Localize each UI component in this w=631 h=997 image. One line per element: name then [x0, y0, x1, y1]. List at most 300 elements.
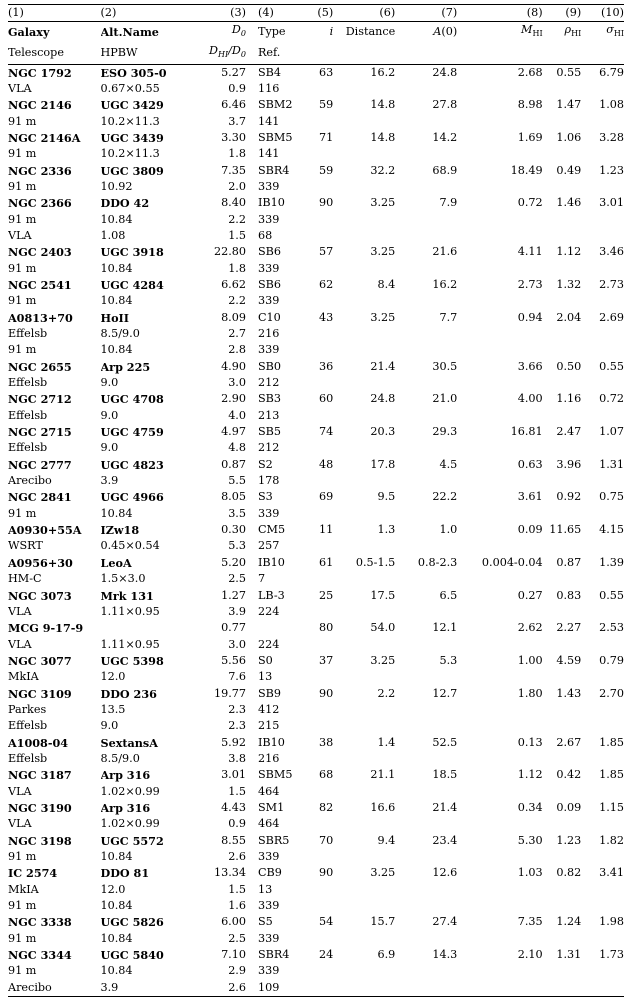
- table-cell: 257: [254, 538, 307, 554]
- table-cell: 1.08: [101, 228, 175, 244]
- table-cell: 3.8: [175, 751, 254, 767]
- table-cell: [395, 604, 457, 620]
- table-cell: 339: [254, 506, 307, 522]
- table-cell: 1.02×0.99: [101, 816, 175, 832]
- table-cell: 8.09: [175, 310, 254, 326]
- table-cell: 178: [254, 473, 307, 489]
- table-cell: 5.30: [457, 833, 542, 849]
- table-cell: 5.92: [175, 735, 254, 751]
- table-cell: [543, 146, 582, 162]
- table-cell: [581, 408, 624, 424]
- table-cell: [543, 882, 582, 898]
- table-cell: [254, 620, 307, 636]
- table-cell: 2.5: [175, 931, 254, 947]
- table-cell: Parkes: [8, 702, 101, 718]
- table-cell: 0.50: [543, 359, 582, 375]
- table-cell: [395, 228, 457, 244]
- table-cell: 16.2: [333, 65, 395, 81]
- galaxy-row: [8, 833, 624, 849]
- table-cell: [307, 114, 333, 130]
- table-cell: Arp 225: [101, 359, 175, 375]
- table-cell: 4.15: [581, 522, 624, 538]
- table-cell: [581, 538, 624, 554]
- table-cell: [395, 718, 457, 734]
- table-cell: [581, 506, 624, 522]
- table-cell: 68.9: [395, 163, 457, 179]
- table-cell: 9.0: [101, 718, 175, 734]
- table-cell: 2.53: [581, 620, 624, 636]
- table-cell: [307, 571, 333, 587]
- table-cell: [581, 898, 624, 914]
- table-cell: 20.3: [333, 424, 395, 440]
- telescope-row: [8, 293, 624, 309]
- table-cell: 1.27: [175, 588, 254, 604]
- table-cell: UGC 4708: [101, 391, 175, 407]
- colnum-1: (1): [8, 5, 101, 22]
- table-cell: [457, 882, 542, 898]
- table-cell: [395, 669, 457, 685]
- table-cell: SB5: [254, 424, 307, 440]
- table-cell: 0.67×0.55: [101, 81, 175, 97]
- colnum-3: (3): [175, 5, 254, 22]
- table-cell: [333, 882, 395, 898]
- table-cell: [307, 179, 333, 195]
- header-telescope: Telescope: [8, 43, 101, 64]
- table-cell: [395, 326, 457, 342]
- table-cell: 17.8: [333, 457, 395, 473]
- table-cell: [333, 146, 395, 162]
- table-cell: [307, 963, 333, 979]
- table-cell: 10.2×11.3: [101, 114, 175, 130]
- table-cell: [543, 408, 582, 424]
- table-cell: [543, 375, 582, 391]
- table-cell: [581, 963, 624, 979]
- table-cell: 7.35: [457, 914, 542, 930]
- table-cell: DDO 81: [101, 865, 175, 881]
- table-cell: [333, 261, 395, 277]
- table-cell: Effelsb: [8, 375, 101, 391]
- table-cell: 90: [307, 195, 333, 211]
- table-cell: 0.83: [543, 588, 582, 604]
- table-cell: 1.5×3.0: [101, 571, 175, 587]
- galaxy-row: [8, 588, 624, 604]
- table-cell: 2.9: [175, 963, 254, 979]
- table-cell: 3.46: [581, 244, 624, 260]
- table-cell: A0956+30: [8, 555, 101, 571]
- header-mhi: $M_{HI}$: [457, 22, 542, 43]
- table-cell: [333, 538, 395, 554]
- table-cell: [333, 571, 395, 587]
- table-cell: 8.55: [175, 833, 254, 849]
- table-cell: [307, 261, 333, 277]
- table-cell: NGC 3109: [8, 686, 101, 702]
- telescope-row: [8, 375, 624, 391]
- table-cell: 6.46: [175, 97, 254, 113]
- table-cell: 2.47: [543, 424, 582, 440]
- table-cell: 339: [254, 849, 307, 865]
- table-cell: 1.07: [581, 424, 624, 440]
- table-cell: [333, 81, 395, 97]
- table-cell: 6.62: [175, 277, 254, 293]
- telescope-row: [8, 882, 624, 898]
- table-cell: 2.73: [457, 277, 542, 293]
- table-cell: [395, 440, 457, 456]
- table-cell: [307, 718, 333, 734]
- telescope-row: [8, 784, 624, 800]
- table-cell: 7.10: [175, 947, 254, 963]
- header-rhohi: $\rho_{HI}$: [543, 22, 582, 43]
- table-cell: [581, 179, 624, 195]
- telescope-row: [8, 538, 624, 554]
- table-cell: [543, 898, 582, 914]
- table-cell: 8.40: [175, 195, 254, 211]
- table-cell: 3.5: [175, 506, 254, 522]
- table-cell: 2.69: [581, 310, 624, 326]
- table-cell: [457, 931, 542, 947]
- table-cell: 69: [307, 489, 333, 505]
- header-galaxy: Galaxy: [8, 22, 101, 43]
- table-cell: 2.5: [175, 571, 254, 587]
- table-cell: 1.85: [581, 735, 624, 751]
- table-cell: 2.27: [543, 620, 582, 636]
- table-cell: 1.3: [333, 522, 395, 538]
- telescope-row: [8, 146, 624, 162]
- galaxy-row: [8, 947, 624, 963]
- table-cell: 7: [254, 571, 307, 587]
- table-cell: [543, 931, 582, 947]
- table-cell: 12.1: [395, 620, 457, 636]
- header-alt-name: Alt.Name: [101, 22, 175, 43]
- table-cell: [333, 816, 395, 832]
- table-cell: 8.4: [333, 277, 395, 293]
- table-cell: 15.7: [333, 914, 395, 930]
- telescope-row: [8, 702, 624, 718]
- telescope-row: [8, 571, 624, 587]
- table-cell: 48: [307, 457, 333, 473]
- table-cell: IB10: [254, 195, 307, 211]
- table-cell: [333, 702, 395, 718]
- table-cell: 1.6: [175, 898, 254, 914]
- table-cell: 0.72: [457, 195, 542, 211]
- table-cell: 29.3: [395, 424, 457, 440]
- table-cell: [307, 228, 333, 244]
- table-cell: [307, 326, 333, 342]
- table-cell: UGC 3439: [101, 130, 175, 146]
- colnum-5: (5): [307, 5, 333, 22]
- table-cell: 0.8-2.3: [395, 555, 457, 571]
- colnum-7: (7): [395, 5, 457, 22]
- table-cell: NGC 2146A: [8, 130, 101, 146]
- table-cell: 6.79: [581, 65, 624, 81]
- table-cell: 0.42: [543, 767, 582, 783]
- table-cell: [543, 538, 582, 554]
- table-cell: [307, 898, 333, 914]
- table-cell: VLA: [8, 81, 101, 97]
- table-cell: 2.10: [457, 947, 542, 963]
- table-cell: 80: [307, 620, 333, 636]
- table-cell: 3.41: [581, 865, 624, 881]
- table-cell: MkIA: [8, 882, 101, 898]
- table-cell: [457, 816, 542, 832]
- table-cell: SBR4: [254, 947, 307, 963]
- table-cell: 3.0: [175, 375, 254, 391]
- telescope-row: [8, 980, 624, 997]
- table-cell: NGC 2841: [8, 489, 101, 505]
- table-cell: Arecibo: [8, 473, 101, 489]
- table-cell: 1.5: [175, 784, 254, 800]
- table-cell: 0.82: [543, 865, 582, 881]
- table-cell: [457, 751, 542, 767]
- telescope-row: [8, 669, 624, 685]
- table-cell: [581, 342, 624, 358]
- table-cell: 212: [254, 375, 307, 391]
- table-cell: [395, 506, 457, 522]
- table-cell: 3.9: [101, 473, 175, 489]
- table-cell: 6.9: [333, 947, 395, 963]
- table-cell: [457, 326, 542, 342]
- table-cell: [457, 506, 542, 522]
- table-cell: 2.3: [175, 718, 254, 734]
- table-cell: [543, 604, 582, 620]
- table-cell: 2.2: [333, 686, 395, 702]
- table-cell: [457, 212, 542, 228]
- table-cell: [457, 849, 542, 865]
- table-cell: 3.25: [333, 310, 395, 326]
- table-cell: [457, 898, 542, 914]
- table-cell: 1.98: [581, 914, 624, 930]
- table-cell: 4.00: [457, 391, 542, 407]
- table-cell: [307, 473, 333, 489]
- table-cell: 1.8: [175, 146, 254, 162]
- table-cell: 4.5: [395, 457, 457, 473]
- table-cell: 21.4: [333, 359, 395, 375]
- table-cell: 14.8: [333, 97, 395, 113]
- table-cell: NGC 2403: [8, 244, 101, 260]
- table-cell: [543, 718, 582, 734]
- table-cell: 2.62: [457, 620, 542, 636]
- table-cell: SBM5: [254, 130, 307, 146]
- table-cell: 339: [254, 342, 307, 358]
- table-cell: [457, 784, 542, 800]
- table-cell: 38: [307, 735, 333, 751]
- table-cell: 0.75: [581, 489, 624, 505]
- table-cell: Arp 316: [101, 800, 175, 816]
- table-cell: 27.4: [395, 914, 457, 930]
- table-cell: 91 m: [8, 931, 101, 947]
- table-cell: [581, 440, 624, 456]
- table-cell: 14.2: [395, 130, 457, 146]
- galaxy-row: [8, 489, 624, 505]
- table-cell: UGC 5840: [101, 947, 175, 963]
- telescope-row: [8, 261, 624, 277]
- table-cell: [395, 963, 457, 979]
- table-cell: 3.28: [581, 130, 624, 146]
- table-cell: [395, 751, 457, 767]
- table-cell: 10.84: [101, 261, 175, 277]
- table-cell: 216: [254, 326, 307, 342]
- header-hpbw: HPBW: [101, 43, 175, 64]
- table-cell: 213: [254, 408, 307, 424]
- table-cell: UGC 3429: [101, 97, 175, 113]
- table-cell: 9.4: [333, 833, 395, 849]
- table-cell: 1.85: [581, 767, 624, 783]
- table-cell: 109: [254, 980, 307, 997]
- table-cell: 2.0: [175, 179, 254, 195]
- table-cell: [333, 293, 395, 309]
- table-cell: 0.55: [581, 359, 624, 375]
- table-cell: S3: [254, 489, 307, 505]
- table-cell: 0.94: [457, 310, 542, 326]
- table-cell: [457, 440, 542, 456]
- table-cell: DDO 42: [101, 195, 175, 211]
- table-cell: [333, 963, 395, 979]
- galaxy-row: [8, 424, 624, 440]
- table-cell: Mrk 131: [101, 588, 175, 604]
- table-cell: 32.2: [333, 163, 395, 179]
- table-cell: 3.25: [333, 865, 395, 881]
- table-cell: 8.5/9.0: [101, 751, 175, 767]
- table-cell: Effelsb: [8, 718, 101, 734]
- table-cell: 59: [307, 163, 333, 179]
- table-cell: 13: [254, 669, 307, 685]
- table-cell: [307, 440, 333, 456]
- table-cell: 4.8: [175, 440, 254, 456]
- table-cell: 2.2: [175, 293, 254, 309]
- table-cell: 4.59: [543, 653, 582, 669]
- galaxy-row: [8, 310, 624, 326]
- table-cell: [307, 702, 333, 718]
- table-cell: 339: [254, 931, 307, 947]
- telescope-row: [8, 473, 624, 489]
- table-cell: 1.8: [175, 261, 254, 277]
- table-cell: [333, 931, 395, 947]
- table-cell: 3.9: [175, 604, 254, 620]
- table-cell: S5: [254, 914, 307, 930]
- table-cell: [307, 637, 333, 653]
- table-cell: 74: [307, 424, 333, 440]
- table-cell: 36: [307, 359, 333, 375]
- table-cell: [581, 375, 624, 391]
- table-cell: UGC 4759: [101, 424, 175, 440]
- table-cell: HoII: [101, 310, 175, 326]
- table-cell: [395, 702, 457, 718]
- table-cell: UGC 4284: [101, 277, 175, 293]
- table-cell: [307, 81, 333, 97]
- colnum-2: (2): [101, 5, 175, 22]
- galaxy-row: [8, 800, 624, 816]
- telescope-row: [8, 963, 624, 979]
- galaxy-row: [8, 914, 624, 930]
- table-cell: 2.7: [175, 326, 254, 342]
- table-cell: 10.84: [101, 898, 175, 914]
- table-cell: [333, 342, 395, 358]
- table-cell: [333, 440, 395, 456]
- table-cell: 2.8: [175, 342, 254, 358]
- table-cell: 3.25: [333, 244, 395, 260]
- table-cell: Effelsb: [8, 440, 101, 456]
- table-cell: 0.45×0.54: [101, 538, 175, 554]
- telescope-row: [8, 849, 624, 865]
- galaxy-row: [8, 653, 624, 669]
- table-cell: 4.97: [175, 424, 254, 440]
- table-cell: Arp 316: [101, 767, 175, 783]
- table-cell: 12.6: [395, 865, 457, 881]
- table-cell: 1.16: [543, 391, 582, 407]
- table-cell: NGC 3198: [8, 833, 101, 849]
- table-cell: 0.55: [543, 65, 582, 81]
- table-cell: 3.61: [457, 489, 542, 505]
- galaxy-row: [8, 163, 624, 179]
- table-cell: S2: [254, 457, 307, 473]
- table-cell: A0930+55A: [8, 522, 101, 538]
- table-cell: [581, 751, 624, 767]
- table-cell: [395, 261, 457, 277]
- table-cell: [307, 212, 333, 228]
- table-cell: VLA: [8, 228, 101, 244]
- table-cell: 224: [254, 604, 307, 620]
- table-cell: SB0: [254, 359, 307, 375]
- table-cell: 59: [307, 97, 333, 113]
- table-cell: 5.27: [175, 65, 254, 81]
- table-cell: [581, 980, 624, 997]
- table-cell: 339: [254, 179, 307, 195]
- table-cell: NGC 2715: [8, 424, 101, 440]
- table-cell: SextansA: [101, 735, 175, 751]
- table-cell: 116: [254, 81, 307, 97]
- table-cell: NGC 3073: [8, 588, 101, 604]
- table-cell: 215: [254, 718, 307, 734]
- colnum-10: (10): [581, 5, 624, 22]
- telescope-row: [8, 81, 624, 97]
- table-cell: 1.80: [457, 686, 542, 702]
- table-cell: [395, 212, 457, 228]
- table-cell: 4.0: [175, 408, 254, 424]
- table-cell: Effelsb: [8, 326, 101, 342]
- table-cell: 0.79: [581, 653, 624, 669]
- table-cell: 339: [254, 898, 307, 914]
- table-cell: [395, 408, 457, 424]
- table-cell: 21.6: [395, 244, 457, 260]
- table-cell: 339: [254, 212, 307, 228]
- table-cell: 91 m: [8, 342, 101, 358]
- table-cell: 68: [254, 228, 307, 244]
- galaxy-row: [8, 97, 624, 113]
- table-cell: [333, 408, 395, 424]
- table-cell: 4.90: [175, 359, 254, 375]
- table-cell: [581, 146, 624, 162]
- table-cell: [581, 326, 624, 342]
- galaxy-row: [8, 65, 624, 81]
- telescope-row: [8, 506, 624, 522]
- table-cell: 17.5: [333, 588, 395, 604]
- table-cell: [457, 718, 542, 734]
- table-cell: 2.68: [457, 65, 542, 81]
- table-cell: 1.24: [543, 914, 582, 930]
- table-cell: [543, 849, 582, 865]
- table-cell: [457, 81, 542, 97]
- table-cell: [307, 146, 333, 162]
- table-cell: 0.09: [543, 800, 582, 816]
- table-cell: 3.01: [175, 767, 254, 783]
- table-cell: [543, 212, 582, 228]
- table-cell: SBM5: [254, 767, 307, 783]
- table-cell: [395, 293, 457, 309]
- table-cell: [333, 326, 395, 342]
- table-cell: [581, 571, 624, 587]
- table-cell: [581, 114, 624, 130]
- table-cell: 0.92: [543, 489, 582, 505]
- table-cell: 0.9: [175, 816, 254, 832]
